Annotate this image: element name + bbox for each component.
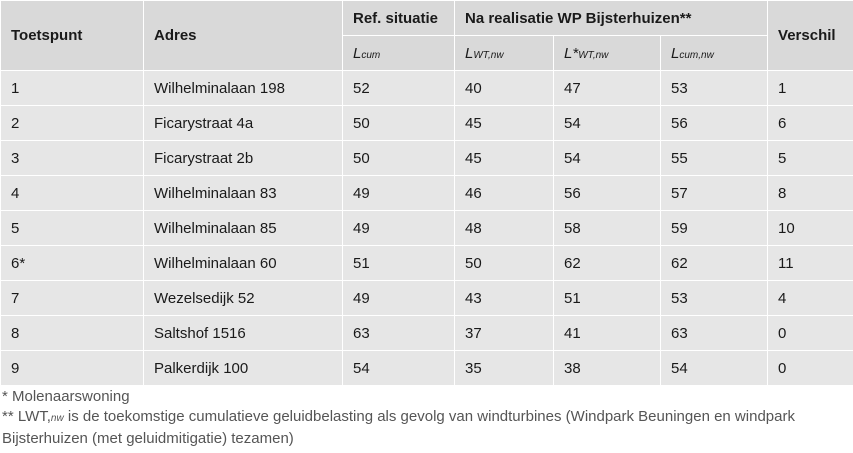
cell-lwtstar: 38 — [554, 351, 661, 386]
subheader-cell — [554, 36, 661, 71]
cell-lwtstar: 62 — [554, 246, 661, 281]
cell-lcum: 59 — [661, 211, 768, 246]
subheader-sub: WT,nw — [578, 49, 609, 61]
subheader-cell — [455, 36, 554, 71]
subheader-main: L — [353, 44, 362, 62]
cell-toetspunt: 3 — [1, 141, 144, 176]
cell-ref: 50 — [343, 106, 455, 141]
cell-toetspunt: 1 — [1, 71, 144, 106]
cell-ref: 63 — [343, 316, 455, 351]
cell-toetspunt: 2 — [1, 106, 144, 141]
cell-lwtstar: 58 — [554, 211, 661, 246]
footnotes — [0, 387, 853, 449]
cell-lwtstar: 41 — [554, 316, 661, 351]
cell-lcum: 55 — [661, 141, 768, 176]
cell-adres: Wilhelminalaan 60 — [144, 246, 343, 281]
footnote-lwt-text: is de toekomstige cumulatieve geluidbelasting als gevolg van windturbines (Windpark Beuningen en windpark Bijsterhuizen (met geluidmitigatie) tezamen) — [2, 408, 795, 447]
table-body — [1, 71, 853, 386]
cell-adres: Saltshof 1516 — [144, 316, 343, 351]
cell-lwt: 50 — [455, 246, 554, 281]
cell-lwtstar: 56 — [554, 176, 661, 211]
cell-adres: Wilhelminalaan 198 — [144, 71, 343, 106]
footnote-lwt-sub: nw — [50, 413, 64, 424]
subheader-sub: cum — [361, 49, 381, 61]
cell-verschil: 1 — [768, 71, 853, 106]
cell-adres: Ficarystraat 2b — [144, 141, 343, 176]
cell-verschil: 5 — [768, 141, 853, 176]
cell-lcum: 53 — [661, 71, 768, 106]
cell-lwt: 48 — [455, 211, 554, 246]
subheader-cell — [661, 36, 768, 71]
cell-lwt: 40 — [455, 71, 554, 106]
cell-verschil: 4 — [768, 281, 853, 316]
cell-lcum: 63 — [661, 316, 768, 351]
header-verschil: Verschil — [768, 1, 853, 71]
cell-lwt: 35 — [455, 351, 554, 386]
subheader-main: L — [465, 44, 474, 62]
cell-verschil: 0 — [768, 351, 853, 386]
cell-toetspunt: 4 — [1, 176, 144, 211]
subheader-cell — [343, 36, 455, 71]
subheader-main: L* — [564, 44, 579, 62]
cell-adres: Wezelsedijk 52 — [144, 281, 343, 316]
cell-adres: Wilhelminalaan 83 — [144, 176, 343, 211]
cell-lwtstar: 51 — [554, 281, 661, 316]
cell-lwt: 46 — [455, 176, 554, 211]
table-row — [1, 316, 853, 351]
cell-adres: Palkerdijk 100 — [144, 351, 343, 386]
cell-verschil: 6 — [768, 106, 853, 141]
cell-ref: 50 — [343, 141, 455, 176]
header-adres: Adres — [144, 1, 343, 71]
cell-adres: Ficarystraat 4a — [144, 106, 343, 141]
table-row — [1, 176, 853, 211]
cell-ref: 52 — [343, 71, 455, 106]
cell-verschil: 0 — [768, 316, 853, 351]
footnote-lwt — [2, 407, 853, 449]
cell-lwt: 43 — [455, 281, 554, 316]
cell-lcum: 62 — [661, 246, 768, 281]
cell-lwt: 37 — [455, 316, 554, 351]
cell-lwt: 45 — [455, 141, 554, 176]
cell-toetspunt: 6* — [1, 246, 144, 281]
table-row — [1, 211, 853, 246]
cell-lcum: 54 — [661, 351, 768, 386]
cell-lcum: 56 — [661, 106, 768, 141]
table-row — [1, 141, 853, 176]
table-row — [1, 281, 853, 316]
cell-lcum: 57 — [661, 176, 768, 211]
header-toetspunt: Toetspunt — [1, 1, 144, 71]
cell-verschil: 11 — [768, 246, 853, 281]
table-row — [1, 351, 853, 386]
cell-lwtstar: 54 — [554, 141, 661, 176]
subheader-sub: cum,nw — [679, 49, 714, 61]
cell-toetspunt: 8 — [1, 316, 144, 351]
cell-ref: 49 — [343, 211, 455, 246]
cell-ref: 49 — [343, 176, 455, 211]
cell-ref: 54 — [343, 351, 455, 386]
table-row — [1, 106, 853, 141]
cell-lwt: 45 — [455, 106, 554, 141]
cell-adres: Wilhelminalaan 85 — [144, 211, 343, 246]
cell-ref: 49 — [343, 281, 455, 316]
subheader-main: L — [671, 44, 680, 62]
header-ref-situatie: Ref. situatie — [343, 1, 455, 36]
cell-toetspunt: 7 — [1, 281, 144, 316]
cell-lwtstar: 47 — [554, 71, 661, 106]
table-row — [1, 246, 853, 281]
footnote-lwt-prefix: ** LWT, — [2, 408, 51, 425]
footnote-molenaarswoning: * Molenaarswoning — [2, 388, 130, 405]
cell-ref: 51 — [343, 246, 455, 281]
header-na-realisatie: Na realisatie WP Bijsterhuizen** — [455, 1, 768, 36]
cell-verschil: 8 — [768, 176, 853, 211]
cell-toetspunt: 9 — [1, 351, 144, 386]
cell-lwtstar: 54 — [554, 106, 661, 141]
cell-verschil: 10 — [768, 211, 853, 246]
subheader-sub: WT,nw — [473, 49, 504, 61]
table-row — [1, 71, 853, 106]
cell-lcum: 53 — [661, 281, 768, 316]
cell-toetspunt: 5 — [1, 211, 144, 246]
